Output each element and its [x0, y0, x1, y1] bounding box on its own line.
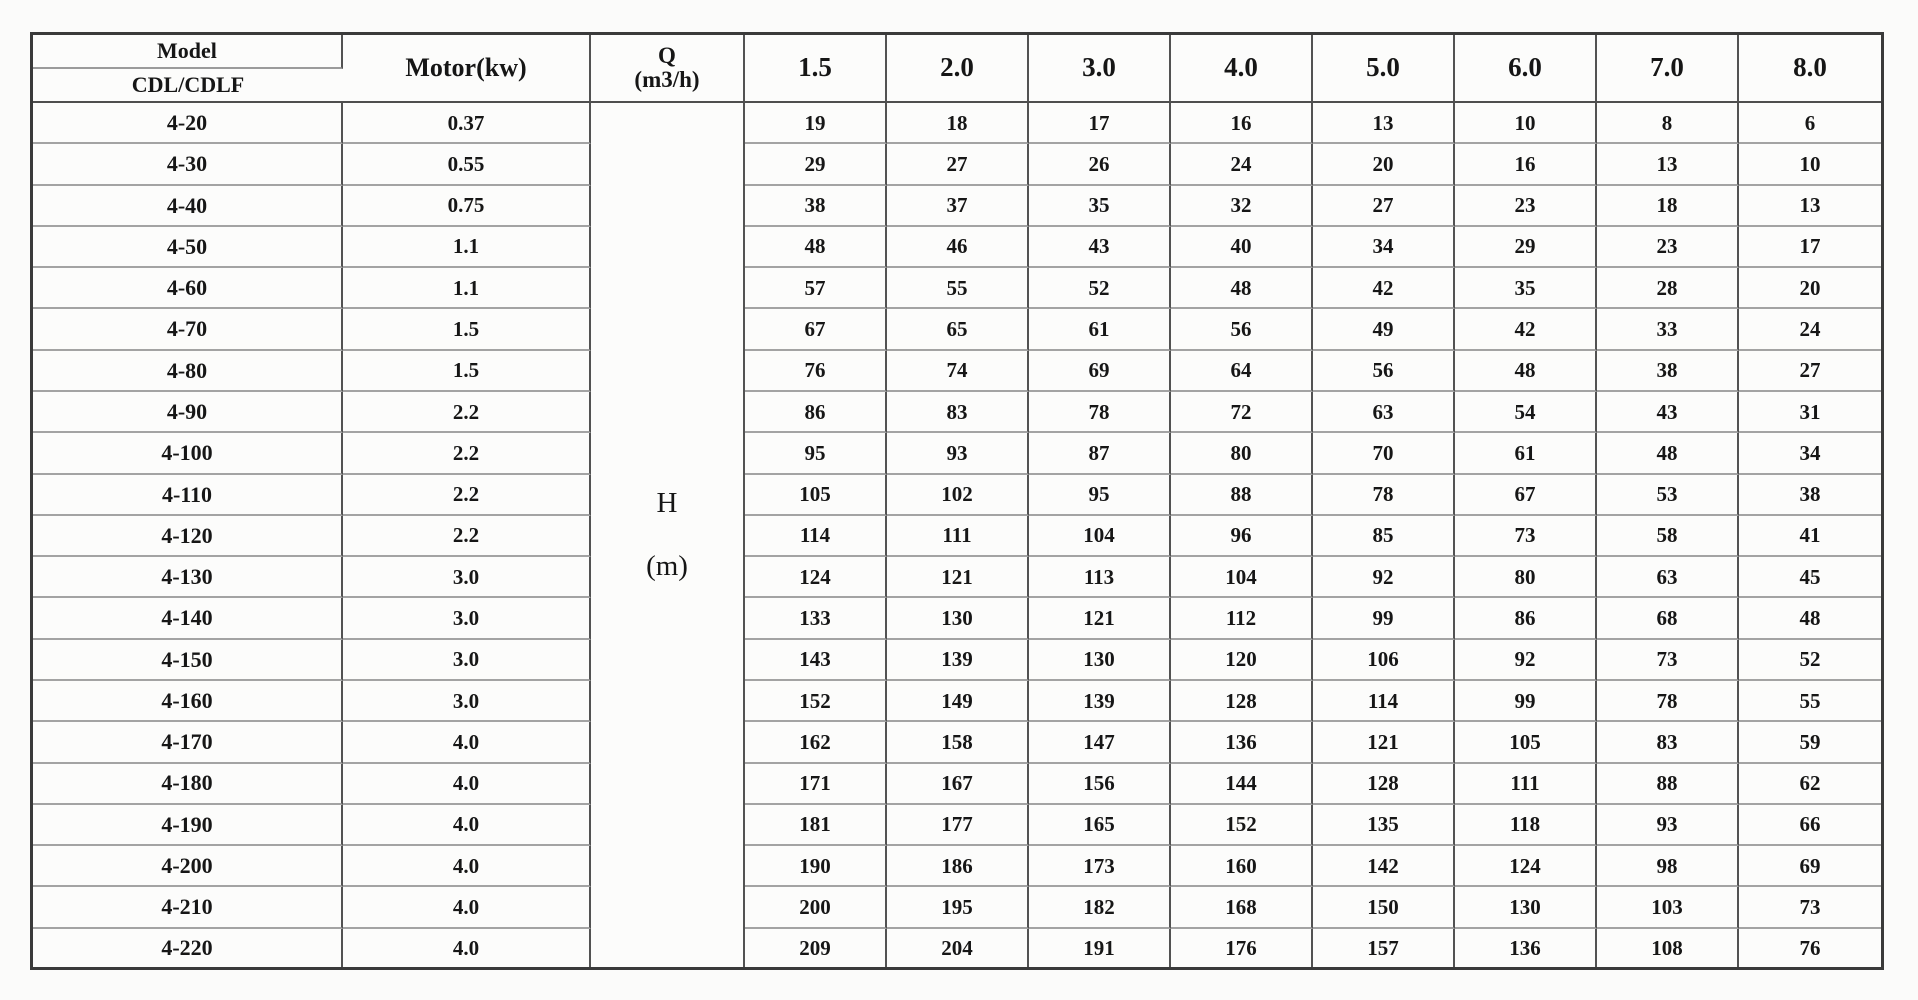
motor-cell: 3.0 — [343, 557, 591, 598]
head-value-cell: 181 — [745, 805, 887, 846]
head-value-cell: 76 — [745, 351, 887, 392]
table-header — [33, 35, 1881, 103]
motor-cell: 4.0 — [343, 764, 591, 805]
table-row — [33, 392, 1881, 433]
flow-header-cell — [591, 35, 745, 103]
head-value-cell: 23 — [1455, 186, 1597, 227]
table-row — [33, 929, 1881, 967]
head-value-cell: 121 — [1313, 722, 1455, 763]
head-value-cell: 56 — [1171, 309, 1313, 350]
head-value-cell: 48 — [1597, 433, 1739, 474]
head-value-cell: 92 — [1313, 557, 1455, 598]
table-row — [33, 227, 1881, 268]
head-value-cell: 48 — [1739, 598, 1881, 639]
head-value-cell: 68 — [1597, 598, 1739, 639]
head-value-cell: 139 — [887, 640, 1029, 681]
head-value-cell: 46 — [887, 227, 1029, 268]
model-cell: 4-190 — [33, 805, 343, 846]
head-value-cell: 88 — [1171, 475, 1313, 516]
head-value-cell: 48 — [1171, 268, 1313, 309]
head-value-cell: 80 — [1455, 557, 1597, 598]
flow-symbol: Q — [658, 42, 676, 68]
table-row — [33, 598, 1881, 639]
head-value-cell: 27 — [1739, 351, 1881, 392]
head-value-cell: 98 — [1597, 846, 1739, 887]
head-value-cell: 168 — [1171, 887, 1313, 928]
head-value-cell: 53 — [1597, 475, 1739, 516]
model-cell: 4-70 — [33, 309, 343, 350]
head-value-cell: 93 — [1597, 805, 1739, 846]
flow-value-header: 1.5 — [745, 35, 887, 103]
motor-cell: 2.2 — [343, 392, 591, 433]
head-value-cell: 19 — [745, 103, 887, 144]
head-value-cell: 63 — [1313, 392, 1455, 433]
head-value-cell: 85 — [1313, 516, 1455, 557]
head-value-cell: 20 — [1313, 144, 1455, 185]
motor-cell: 3.0 — [343, 598, 591, 639]
table-row — [33, 186, 1881, 227]
head-value-cell: 59 — [1739, 722, 1881, 763]
head-value-cell: 35 — [1455, 268, 1597, 309]
head-value-cell: 38 — [1597, 351, 1739, 392]
table-row — [33, 351, 1881, 392]
head-value-cell: 56 — [1313, 351, 1455, 392]
head-value-cell: 61 — [1455, 433, 1597, 474]
head-value-cell: 139 — [1029, 681, 1171, 722]
head-value-cell: 55 — [1739, 681, 1881, 722]
flow-value-header: 6.0 — [1455, 35, 1597, 103]
head-value-cell: 66 — [1739, 805, 1881, 846]
motor-header-label: Motor(kw) — [343, 35, 591, 103]
head-value-cell: 29 — [1455, 227, 1597, 268]
head-value-cell: 176 — [1171, 929, 1313, 967]
head-value-cell: 8 — [1597, 103, 1739, 144]
head-value-cell: 99 — [1455, 681, 1597, 722]
motor-cell: 1.1 — [343, 227, 591, 268]
table-row — [33, 516, 1881, 557]
table-body — [33, 103, 1881, 967]
model-cell: 4-180 — [33, 764, 343, 805]
head-value-cell: 78 — [1029, 392, 1171, 433]
flow-value-header: 3.0 — [1029, 35, 1171, 103]
head-value-cell: 124 — [745, 557, 887, 598]
head-value-cell: 99 — [1313, 598, 1455, 639]
head-value-cell: 31 — [1739, 392, 1881, 433]
head-value-cell: 27 — [1313, 186, 1455, 227]
head-value-cell: 191 — [1029, 929, 1171, 967]
flow-value-header: 4.0 — [1171, 35, 1313, 103]
model-cell: 4-160 — [33, 681, 343, 722]
motor-cell: 2.2 — [343, 433, 591, 474]
model-cell: 4-200 — [33, 846, 343, 887]
head-value-cell: 86 — [1455, 598, 1597, 639]
table-row — [33, 722, 1881, 763]
head-value-cell: 43 — [1029, 227, 1171, 268]
motor-cell: 2.2 — [343, 475, 591, 516]
head-value-cell: 80 — [1171, 433, 1313, 474]
head-value-cell: 78 — [1313, 475, 1455, 516]
head-value-cell: 10 — [1739, 144, 1881, 185]
head-value-cell: 102 — [887, 475, 1029, 516]
head-value-cell: 13 — [1739, 186, 1881, 227]
head-value-cell: 130 — [887, 598, 1029, 639]
table-row — [33, 268, 1881, 309]
head-value-cell: 114 — [745, 516, 887, 557]
head-value-cell: 17 — [1739, 227, 1881, 268]
flow-unit: (m3/h) — [634, 67, 700, 92]
model-cell: 4-60 — [33, 268, 343, 309]
head-value-cell: 173 — [1029, 846, 1171, 887]
head-value-cell: 105 — [1455, 722, 1597, 763]
motor-cell: 4.0 — [343, 887, 591, 928]
table-row — [33, 309, 1881, 350]
table-row — [33, 887, 1881, 928]
flow-value-header: 5.0 — [1313, 35, 1455, 103]
head-value-cell: 38 — [745, 186, 887, 227]
head-value-cell: 104 — [1029, 516, 1171, 557]
head-value-cell: 38 — [1739, 475, 1881, 516]
model-cell: 4-170 — [33, 722, 343, 763]
motor-cell: 0.55 — [343, 144, 591, 185]
table-row — [33, 103, 1881, 144]
table-row — [33, 681, 1881, 722]
head-value-cell: 6 — [1739, 103, 1881, 144]
model-cell: 4-50 — [33, 227, 343, 268]
head-value-cell: 74 — [887, 351, 1029, 392]
table-row — [33, 433, 1881, 474]
head-value-cell: 95 — [745, 433, 887, 474]
model-cell: 4-30 — [33, 144, 343, 185]
head-value-cell: 147 — [1029, 722, 1171, 763]
head-value-cell: 86 — [745, 392, 887, 433]
head-value-cell: 171 — [745, 764, 887, 805]
head-value-cell: 121 — [1029, 598, 1171, 639]
table-row — [33, 640, 1881, 681]
head-value-cell: 93 — [887, 433, 1029, 474]
table-row — [33, 557, 1881, 598]
head-value-cell: 24 — [1171, 144, 1313, 185]
model-cell: 4-220 — [33, 929, 343, 967]
head-value-cell: 54 — [1455, 392, 1597, 433]
head-value-cell: 130 — [1455, 887, 1597, 928]
head-value-cell: 48 — [745, 227, 887, 268]
head-value-cell: 78 — [1597, 681, 1739, 722]
head-value-cell: 106 — [1313, 640, 1455, 681]
head-value-cell: 105 — [745, 475, 887, 516]
motor-cell: 4.0 — [343, 722, 591, 763]
head-value-cell: 88 — [1597, 764, 1739, 805]
head-value-cell: 124 — [1455, 846, 1597, 887]
head-value-cell: 186 — [887, 846, 1029, 887]
head-value-cell: 62 — [1739, 764, 1881, 805]
head-value-cell: 182 — [1029, 887, 1171, 928]
head-value-cell: 209 — [745, 929, 887, 967]
head-value-cell: 103 — [1597, 887, 1739, 928]
head-value-cell: 128 — [1313, 764, 1455, 805]
head-value-cell: 48 — [1455, 351, 1597, 392]
motor-cell: 2.2 — [343, 516, 591, 557]
motor-cell: 0.37 — [343, 103, 591, 144]
head-value-cell: 144 — [1171, 764, 1313, 805]
head-value-cell: 104 — [1171, 557, 1313, 598]
pump-performance-table — [30, 32, 1884, 970]
model-cell: 4-120 — [33, 516, 343, 557]
head-value-cell: 136 — [1171, 722, 1313, 763]
head-value-cell: 92 — [1455, 640, 1597, 681]
model-cell: 4-80 — [33, 351, 343, 392]
model-cell: 4-40 — [33, 186, 343, 227]
head-value-cell: 160 — [1171, 846, 1313, 887]
head-value-cell: 200 — [745, 887, 887, 928]
head-value-cell: 55 — [887, 268, 1029, 309]
head-value-cell: 136 — [1455, 929, 1597, 967]
head-value-cell: 13 — [1313, 103, 1455, 144]
head-value-cell: 121 — [887, 557, 1029, 598]
head-value-cell: 34 — [1313, 227, 1455, 268]
head-value-cell: 63 — [1597, 557, 1739, 598]
head-value-cell: 190 — [745, 846, 887, 887]
motor-cell: 1.5 — [343, 309, 591, 350]
head-value-cell: 18 — [887, 103, 1029, 144]
head-value-cell: 152 — [1171, 805, 1313, 846]
head-value-cell: 69 — [1029, 351, 1171, 392]
header-row-top — [33, 35, 1881, 69]
head-value-cell: 43 — [1597, 392, 1739, 433]
head-value-cell: 83 — [1597, 722, 1739, 763]
head-value-cell: 67 — [745, 309, 887, 350]
flow-value-header: 8.0 — [1739, 35, 1881, 103]
head-value-cell: 18 — [1597, 186, 1739, 227]
head-value-cell: 26 — [1029, 144, 1171, 185]
model-cell: 4-90 — [33, 392, 343, 433]
head-value-cell: 150 — [1313, 887, 1455, 928]
head-value-cell: 69 — [1739, 846, 1881, 887]
motor-cell: 0.75 — [343, 186, 591, 227]
head-value-cell: 40 — [1171, 227, 1313, 268]
head-value-cell: 95 — [1029, 475, 1171, 516]
table-row — [33, 475, 1881, 516]
head-value-cell: 16 — [1171, 103, 1313, 144]
head-value-cell: 112 — [1171, 598, 1313, 639]
flow-value-header: 7.0 — [1597, 35, 1739, 103]
table-row — [33, 805, 1881, 846]
head-value-cell: 33 — [1597, 309, 1739, 350]
model-cell: 4-150 — [33, 640, 343, 681]
head-value-cell: 73 — [1597, 640, 1739, 681]
head-value-cell: 13 — [1597, 144, 1739, 185]
head-value-cell: 113 — [1029, 557, 1171, 598]
head-value-cell: 42 — [1455, 309, 1597, 350]
head-value-cell: 35 — [1029, 186, 1171, 227]
head-value-cell: 24 — [1739, 309, 1881, 350]
head-value-cell: 111 — [1455, 764, 1597, 805]
head-value-cell: 152 — [745, 681, 887, 722]
head-value-cell: 114 — [1313, 681, 1455, 722]
head-value-cell: 167 — [887, 764, 1029, 805]
head-value-cell: 57 — [745, 268, 887, 309]
head-value-cell: 73 — [1455, 516, 1597, 557]
flow-value-header: 2.0 — [887, 35, 1029, 103]
head-value-cell: 108 — [1597, 929, 1739, 967]
motor-cell: 4.0 — [343, 846, 591, 887]
head-value-cell: 17 — [1029, 103, 1171, 144]
head-value-cell: 41 — [1739, 516, 1881, 557]
head-value-cell: 29 — [745, 144, 887, 185]
model-cell: 4-20 — [33, 103, 343, 144]
head-value-cell: 49 — [1313, 309, 1455, 350]
motor-cell: 4.0 — [343, 805, 591, 846]
head-value-cell: 133 — [745, 598, 887, 639]
head-value-cell: 42 — [1313, 268, 1455, 309]
motor-cell: 1.5 — [343, 351, 591, 392]
head-value-cell: 118 — [1455, 805, 1597, 846]
head-value-cell: 149 — [887, 681, 1029, 722]
motor-cell: 4.0 — [343, 929, 591, 967]
table-row — [33, 144, 1881, 185]
head-value-cell: 204 — [887, 929, 1029, 967]
motor-cell: 3.0 — [343, 681, 591, 722]
table-row — [33, 764, 1881, 805]
head-value-cell: 27 — [887, 144, 1029, 185]
head-value-cell: 72 — [1171, 392, 1313, 433]
head-value-cell: 157 — [1313, 929, 1455, 967]
motor-cell: 1.1 — [343, 268, 591, 309]
head-value-cell: 143 — [745, 640, 887, 681]
head-value-cell: 65 — [887, 309, 1029, 350]
model-cell: 4-110 — [33, 475, 343, 516]
head-value-cell: 73 — [1739, 887, 1881, 928]
head-value-cell: 142 — [1313, 846, 1455, 887]
model-cell: 4-100 — [33, 433, 343, 474]
head-symbol: H — [656, 486, 678, 519]
head-value-cell: 162 — [745, 722, 887, 763]
head-value-cell: 130 — [1029, 640, 1171, 681]
model-header-label: Model — [33, 35, 343, 69]
head-value-cell: 111 — [887, 516, 1029, 557]
head-unit: (m) — [646, 550, 688, 582]
head-value-cell: 195 — [887, 887, 1029, 928]
head-value-cell: 64 — [1171, 351, 1313, 392]
head-value-cell: 58 — [1597, 516, 1739, 557]
head-value-cell: 45 — [1739, 557, 1881, 598]
table-row — [33, 846, 1881, 887]
model-cell: 4-140 — [33, 598, 343, 639]
head-value-cell: 16 — [1455, 144, 1597, 185]
head-value-cell: 23 — [1597, 227, 1739, 268]
model-series-label: CDL/CDLF — [33, 69, 343, 103]
head-value-cell: 37 — [887, 186, 1029, 227]
motor-cell: 3.0 — [343, 640, 591, 681]
model-cell: 4-210 — [33, 887, 343, 928]
head-unit-cell — [591, 103, 745, 967]
head-value-cell: 156 — [1029, 764, 1171, 805]
head-value-cell: 83 — [887, 392, 1029, 433]
head-value-cell: 96 — [1171, 516, 1313, 557]
head-value-cell: 120 — [1171, 640, 1313, 681]
head-value-cell: 52 — [1739, 640, 1881, 681]
head-value-cell: 177 — [887, 805, 1029, 846]
head-value-cell: 165 — [1029, 805, 1171, 846]
head-value-cell: 61 — [1029, 309, 1171, 350]
model-cell: 4-130 — [33, 557, 343, 598]
head-value-cell: 76 — [1799, 935, 1821, 960]
head-value-cell: 34 — [1739, 433, 1881, 474]
head-value-cell: 128 — [1171, 681, 1313, 722]
head-value-cell: 52 — [1029, 268, 1171, 309]
head-value-cell: 135 — [1313, 805, 1455, 846]
head-value-cell: 70 — [1313, 433, 1455, 474]
head-value-cell: 28 — [1597, 268, 1739, 309]
head-value-cell: 67 — [1455, 475, 1597, 516]
head-value-cell: 32 — [1171, 186, 1313, 227]
head-value-cell: 87 — [1029, 433, 1171, 474]
head-value-cell: 158 — [887, 722, 1029, 763]
head-value-cell: 10 — [1455, 103, 1597, 144]
head-value-cell: 20 — [1739, 268, 1881, 309]
